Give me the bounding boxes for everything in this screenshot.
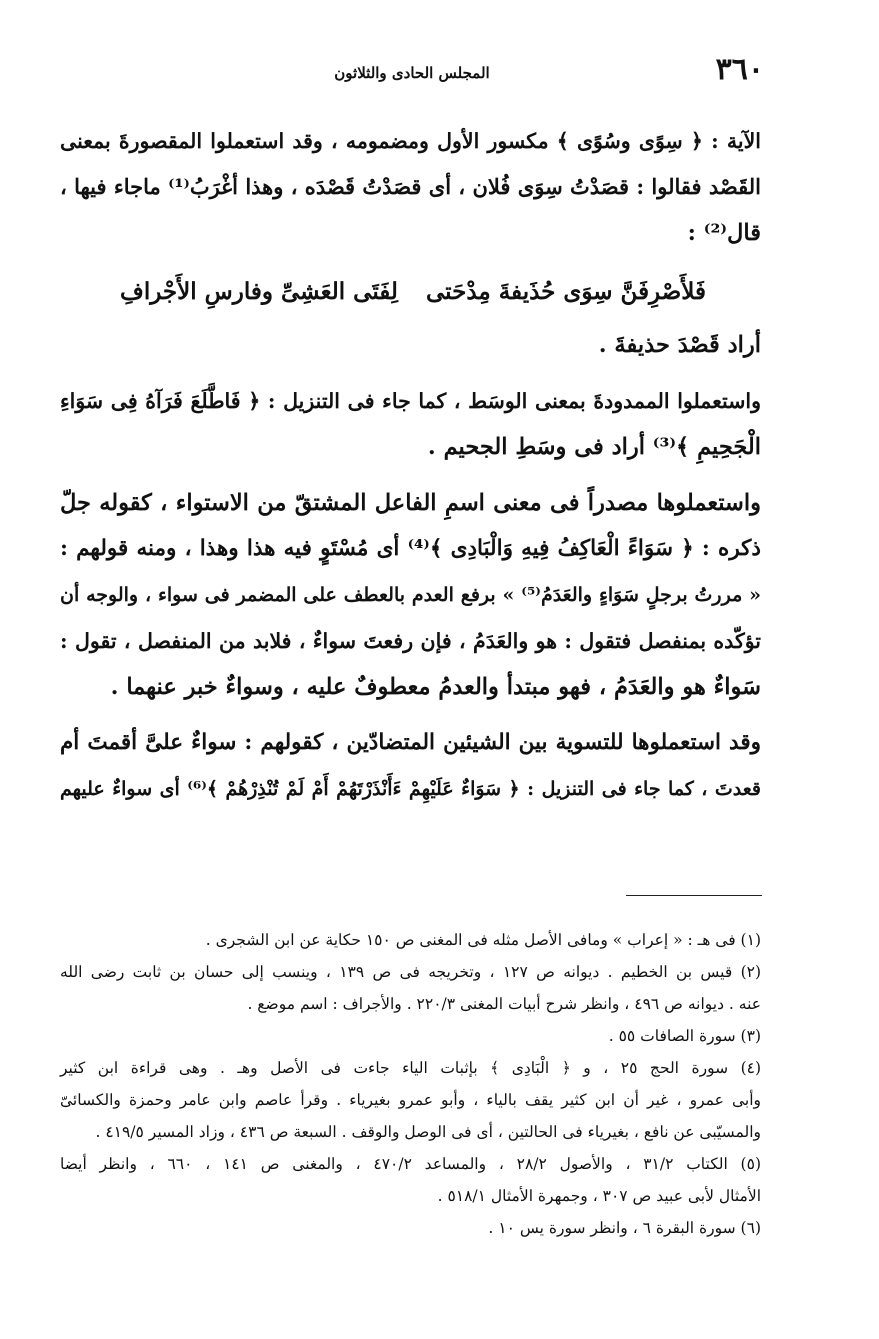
footnote-line: الأمثال لأبى عبيد ص ٣٠٧ ، وجمهرة الأمثال ٥١٨/١ . xyxy=(437,1187,761,1205)
paragraph-1 xyxy=(60,118,761,256)
text-line: واستعملوها مصدراً فى معنى اسمِ الفاعل المشتقّ من الاستواء ، كقوله جلّ xyxy=(60,490,761,516)
paragraph-5 xyxy=(60,720,761,812)
text-line: أراد قَصْدَ حذيفةَ . xyxy=(598,332,761,358)
paragraph-2 xyxy=(60,322,761,368)
text-line: تؤكّده بمنفصل فتقول : هو والعَدَمُ ، فإن رفعتَ سواءٌ ، فلابد من المنفصل ، تقول : xyxy=(60,629,761,653)
text-line: ذكره : ﴿ سَوَاءً الْعَاكِفُ فِيهِ وَالْبَادِى ﴾⁽⁴⁾ أى مُسْتَوٍ فيه هذا وهذا ، ومنه قولهم : xyxy=(60,536,761,561)
text-line: واستعملوا الممدودةَ بمعنى الوسَط ، كما جاء فى التنزيل : ﴿ فَاطَّلَعَ فَرَآهُ فِى سَوَاءِ xyxy=(60,389,761,413)
footnote-line: (٤) سورة الحج ٢٥ ، و ﴿ الْبَادِى ﴾ بإثبات الياء جاءت فى الأصل وهـ . وهى قراءة ابن كثير xyxy=(60,1059,762,1077)
verse-hemistich-1: فَلأَصْرِفَنَّ سِوَى حُذَيفةَ مِدْحَتى xyxy=(426,278,706,305)
text-line: الْجَحِيمِ ﴾⁽³⁾ أراد فى وسَطِ الجحيم . xyxy=(427,434,761,460)
text-line: وقد استعملوها للتسوية بين الشيئين المتضادّين ، كقولهم : سواءٌ علىَّ أقمتَ أم xyxy=(60,730,761,755)
paragraph-3 xyxy=(60,378,761,470)
text-line: قال⁽²⁾ : xyxy=(687,220,761,246)
footnote-line: (٥) الكتاب ٣١/٢ ، والأصول ٢٨/٢ ، والمساعد ٤٧٠/٢ ، والمغنى ص ١٤١ ، ٦٦٠ ، وانظر أيضا xyxy=(60,1155,761,1173)
page-header xyxy=(60,52,764,92)
footnote-separator xyxy=(626,895,762,896)
page-number: ٣٦٠ xyxy=(715,52,764,87)
verse-hemistich-2: لِفَتَى العَشِىِّ وفارسِ الأَجْرافِ xyxy=(120,278,398,305)
text-line: الآية : ﴿ سِوًى وسُوًى ﴾ مكسور الأول ومضمومه ، وقد استعملوا المقصورةَ بمعنى xyxy=(60,129,761,153)
footnote-line: (١) فى هـ : « إعراب » ومافى الأصل مثله فى المغنى ص ١٥٠ حكاية عن ابن الشجرى . xyxy=(205,931,761,949)
poetry-verse xyxy=(60,268,761,316)
footnote-line: (٦) سورة البقرة ٦ ، وانظر سورة يس ١٠ . xyxy=(488,1219,761,1237)
footnote-line: (٣) سورة الصافات ٥٥ . xyxy=(608,1027,761,1045)
footnotes xyxy=(60,924,761,1244)
text-line: « مررتُ برجلٍ سَوَاءٍ والعَدَمُ⁽⁵⁾ » برفع العدم بالعطف على المضمر فى سواء ، والوجه أن xyxy=(60,584,761,606)
main-text xyxy=(60,118,761,812)
footnote-line: والمسيّبى عن نافع ، بغيرياء فى الحالتين ، أى فى الوصل والوقف . السبعة ص ٤٣٦ ، وزاد المسير ٤١٩/٥ . xyxy=(95,1123,761,1141)
text-line: سَواءٌ هو والعَدَمُ ، فهو مبتدأ والعدمُ معطوفٌ عليه ، وسواءٌ خبر عنهما . xyxy=(110,674,761,700)
paragraph-4 xyxy=(60,480,761,710)
text-line: قعدتَ ، كما جاء فى التنزيل : ﴿ سَوَاءٌ عَلَيْهِمْ ءَأَنْذَرْتَهُمْ أَمْ لَمْ تُنْذِرْهُمْ ﴾⁽⁶⁾ أى سواءٌ عليهم xyxy=(60,778,761,800)
text-line: القَصْد فقالوا : قصَدْتُ سِوَى فُلان ، أى قصَدْتُ قَصْدَه ، وهذا أغْرَبُ⁽¹⁾ ماجاء فيها ، xyxy=(60,174,761,199)
footnote-line: وأبى عمرو ، غير أن ابن كثير يقف بالياء ، وأبو عمرو بغيرياء . وقرأ عاصم وابن عامر وحمزة والكسائىّ xyxy=(60,1091,761,1109)
running-head: المجلس الحادى والثلاثون xyxy=(334,64,490,82)
footnote-line: (٢) قيس بن الخطيم . ديوانه ص ١٢٧ ، وتخريجه فى ص ١٣٩ ، وينسب إلى حسان بن ثابت رضى الله xyxy=(60,963,762,981)
footnote-line: عنه . ديوانه ص ٤٩٦ ، وانظر شرح أبيات المغنى ٢٢٠/٣ . والأجراف : اسم موضع . xyxy=(247,995,761,1013)
